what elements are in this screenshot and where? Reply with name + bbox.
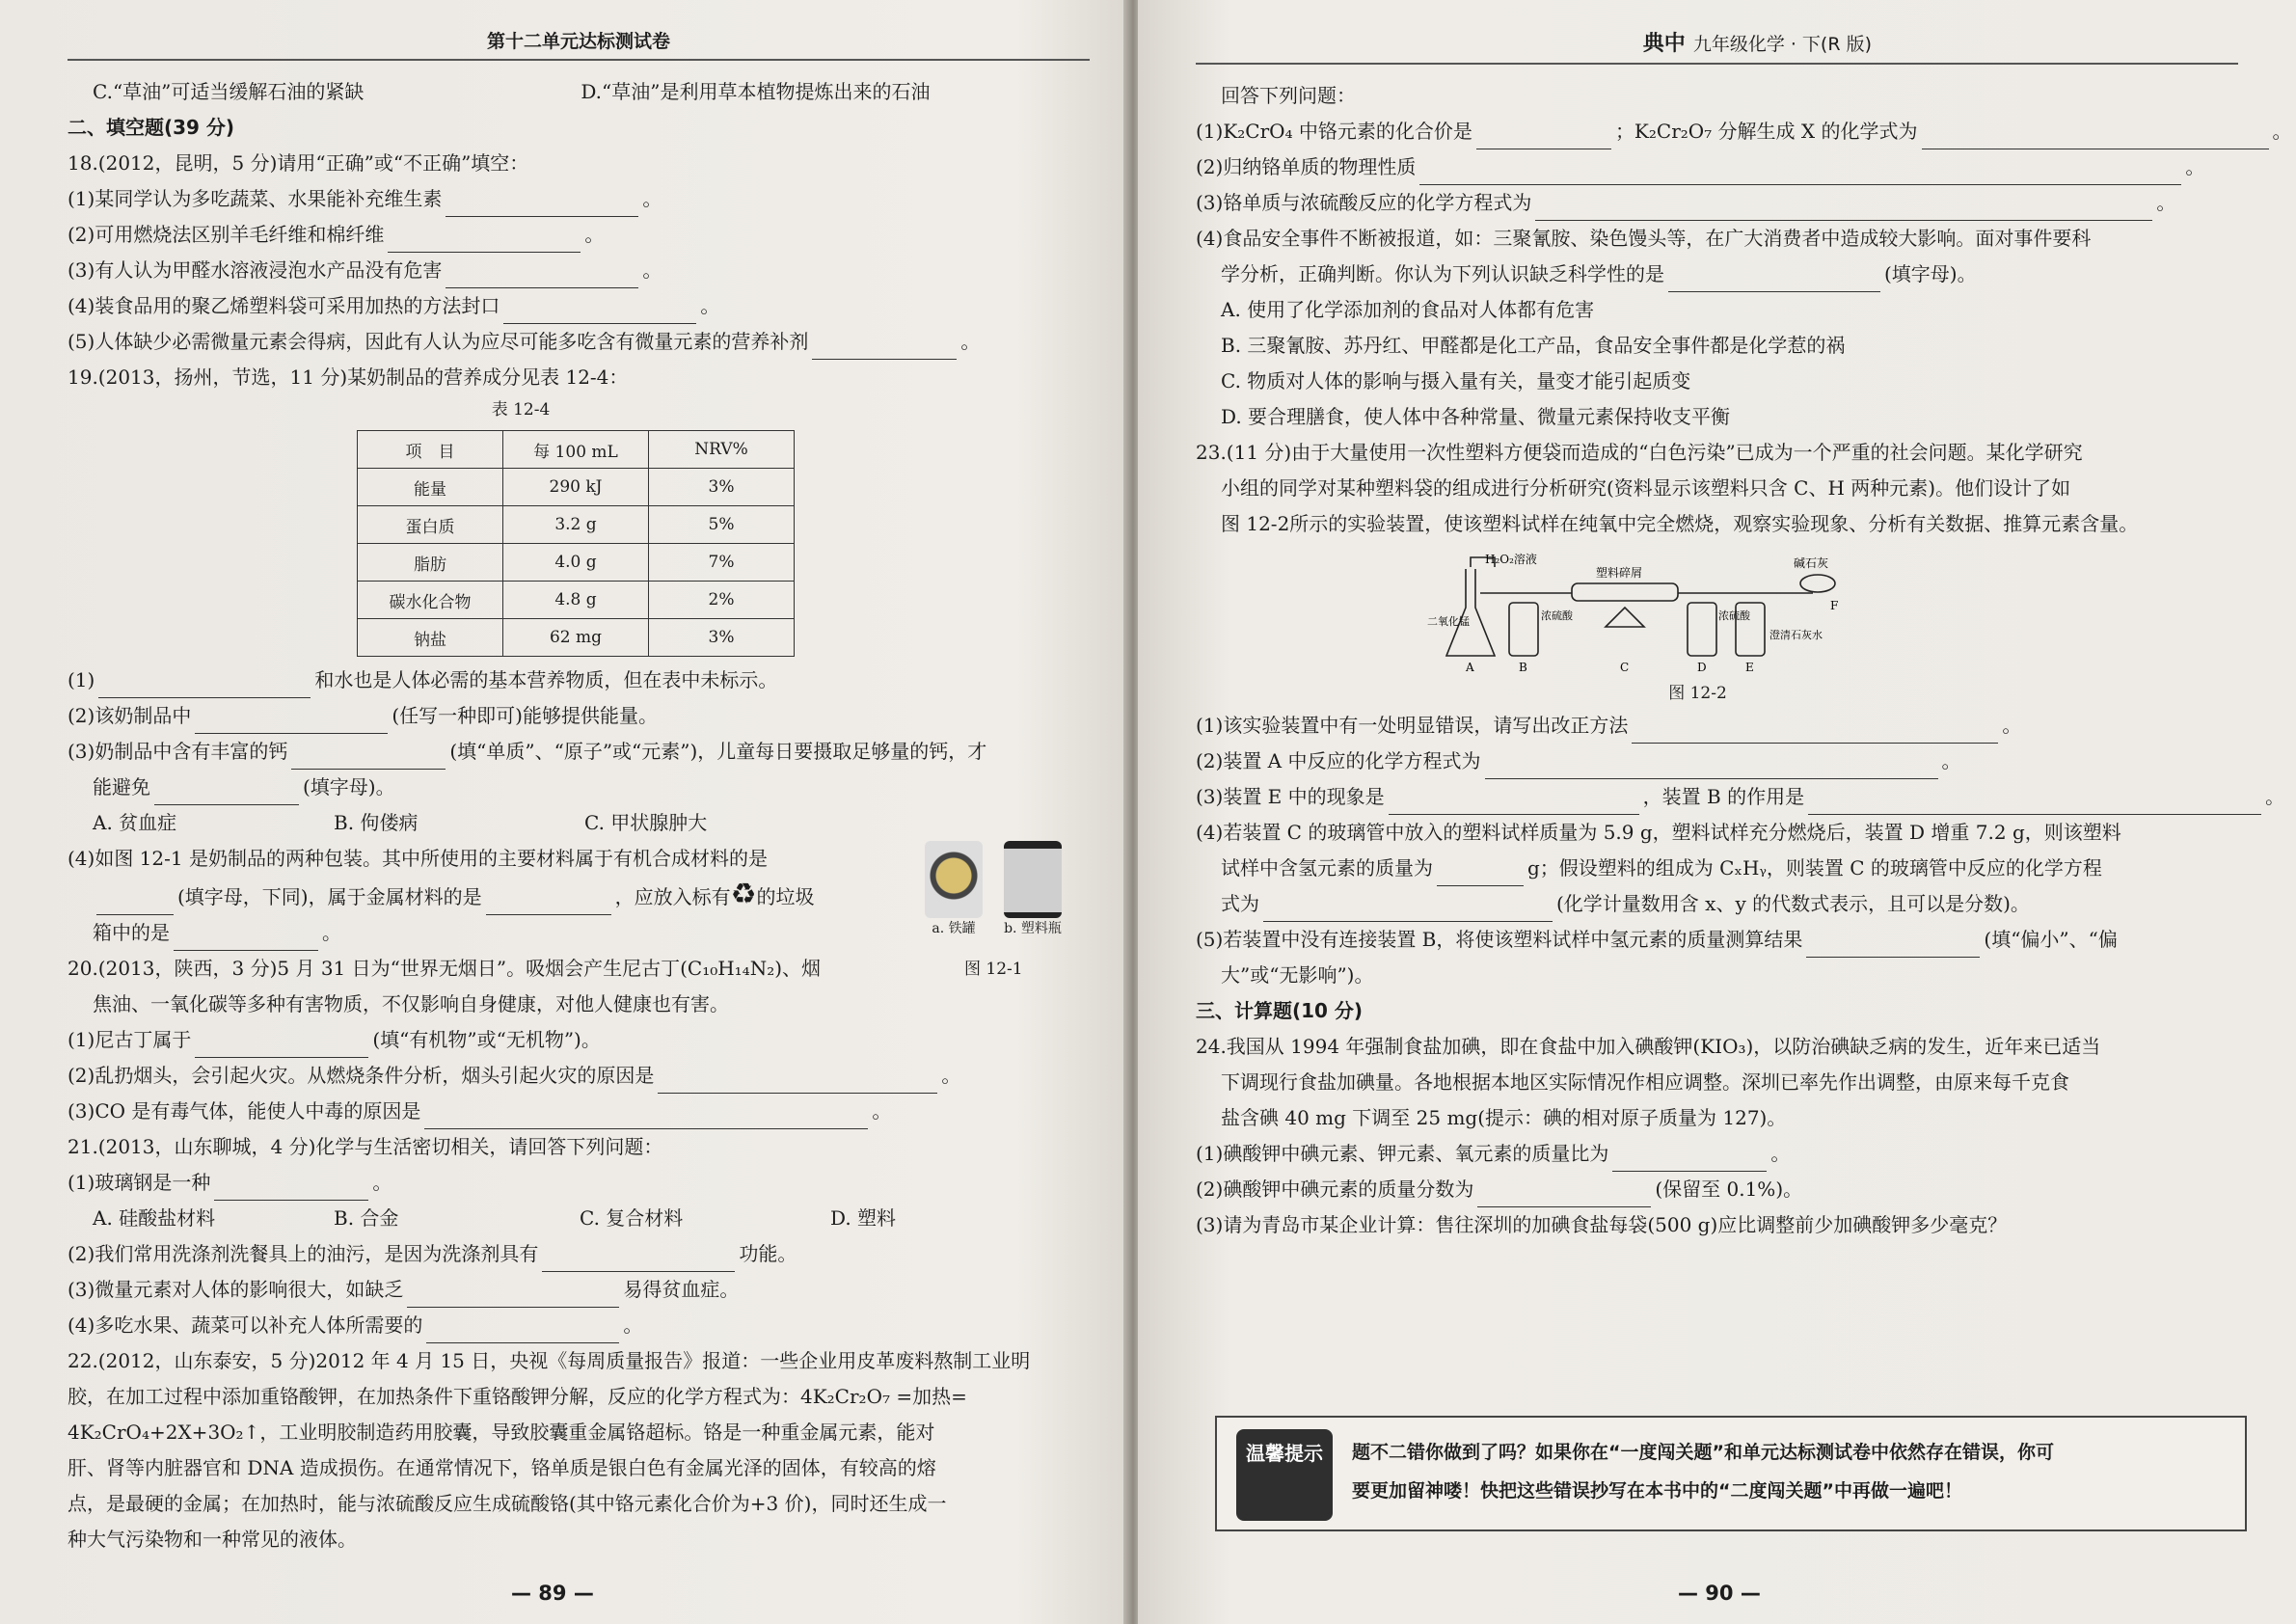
q20-stem: 20.(2013，陕西，3 分)5 月 31 日为“世界无烟日”。吸烟会产生尼古丁(C₁₀H₁₄N₂)、烟	[68, 957, 822, 980]
plastic-bottle-image	[1004, 841, 1062, 918]
q23-5-end: 大”或“无影响”)。	[1221, 963, 1374, 987]
q18-1: (1)某同学认为多吃蔬菜、水果能补充维生素 。	[68, 181, 1090, 217]
package-a-label: a. 铁罐	[932, 921, 976, 936]
label-e: E	[1745, 661, 1754, 674]
q22-3: (3)铬单质与浓硫酸反应的化学方程式为 。	[1196, 185, 2238, 221]
q19-1-text: 和水也是人体必需的基本营养物质，但在表中未标示。	[314, 668, 778, 691]
q22-4-cont	[1196, 257, 2238, 292]
package-b-label: b. 塑料瓶	[1004, 921, 1062, 936]
q21-2-text-b: 功能。	[739, 1242, 797, 1265]
q21-1: (1)玻璃钢是一种 。	[68, 1165, 1090, 1201]
q19-options	[68, 805, 1090, 841]
package-b	[1000, 841, 1066, 937]
answer-blank[interactable]	[1263, 900, 1553, 922]
q19-1-num: (1)	[68, 668, 95, 691]
table-cell: 碳水化合物	[358, 582, 503, 619]
answer-blank[interactable]	[424, 1107, 868, 1129]
table-header: 项 目	[358, 431, 503, 469]
table-header-row	[358, 431, 795, 469]
q19-4-text-b: (填字母，下同)，属于金属材料的是	[177, 885, 482, 908]
table-cell: 3.2 g	[503, 506, 649, 544]
q22-4-text-c: (填字母)。	[1884, 262, 1977, 285]
q24-2	[1196, 1172, 2238, 1207]
section-2-title: 二、填空题(39 分)	[68, 116, 235, 139]
q24-stem: 24.我国从 1994 年强制食盐加碘，即在食盐中加入碘酸钾(KIO₃)，以防治碘缺乏病的发生，近年来已适当	[1196, 1035, 2101, 1058]
q18-1-text: (1)某同学认为多吃蔬菜、水果能补充维生素	[68, 187, 443, 210]
q23-5-text-b: (填“偏小”、“偏	[1984, 928, 2118, 951]
q24-stem-3: 盐含碘 40 mg 下调至 25 mg(提示：碘的相对原子质量为 127)。	[1221, 1106, 1787, 1129]
option-d[interactable]: D. 塑料	[830, 1206, 897, 1230]
q20-3: (3)CO 是有毒气体，能使人中毒的原因是 。	[68, 1094, 1090, 1129]
answer-blank[interactable]	[195, 712, 388, 734]
table-cell: 脂肪	[358, 544, 503, 582]
q20-1	[68, 1022, 1090, 1058]
q22-stem-4: 肝、肾等内脏器官和 DNA 造成损伤。在通常情况下，铬单质是银白色有金属光泽的固体，有较高的熔	[68, 1456, 936, 1479]
q19-4-text-e: 箱中的是	[93, 921, 170, 944]
option-d[interactable]: D. 要合理膳食，使人体中各种常量、微量元素保持收支平衡	[1221, 405, 1731, 428]
answer-blank[interactable]	[214, 1178, 368, 1201]
q20-2-text: (2)乱扔烟头，会引起火灾。从燃烧条件分析，烟头引起火灾的原因是	[68, 1064, 655, 1087]
q21-4-text: (4)多吃水果、蔬菜可以补充人体所需要的	[68, 1313, 423, 1337]
answer-blank[interactable]	[1535, 199, 2152, 221]
q23-3: (3)装置 E 中的现象是 ，装置 B 的作用是 。	[1196, 779, 2238, 815]
package-a	[921, 841, 986, 937]
brand-logo: 典中	[1642, 32, 1686, 56]
q18-2-text: (2)可用燃烧法区别羊毛纤维和棉纤维	[68, 223, 385, 246]
q19-3	[68, 734, 1090, 770]
answer-blank[interactable]	[98, 676, 311, 698]
q23-4-cont	[1196, 851, 2238, 886]
figure-12-2-apparatus	[1427, 550, 1851, 675]
right-header	[1196, 27, 2238, 65]
q20-2: (2)乱扔烟头，会引起火灾。从燃烧条件分析，烟头引起火灾的原因是 。	[68, 1058, 1090, 1094]
left-page	[0, 0, 1128, 1624]
section-3-title: 三、计算题(10 分)	[1196, 999, 1364, 1022]
q23-stem-3: 图 12-2所示的实验装置，使该塑料试样在纯氧中完全燃烧，观察实验现象、分析有关数据、推算元素含量。	[1221, 512, 2139, 535]
answer-blank[interactable]	[291, 747, 446, 770]
q21-3	[68, 1272, 1090, 1308]
q24-1: (1)碘酸钾中碘元素、钾元素、氧元素的质量比为 。	[1196, 1136, 2238, 1172]
tin-can-image	[925, 841, 983, 918]
table-cell: 7%	[649, 544, 795, 582]
option-c[interactable]: C. 甲状腺肿大	[584, 811, 708, 834]
table-cell: 3%	[649, 619, 795, 657]
q23-3-text: (3)装置 E 中的现象是	[1196, 785, 1385, 808]
q18-4-text: (4)装食品用的聚乙烯塑料袋可采用加热的方法封口	[68, 294, 500, 317]
option-a[interactable]: A. 贫血症	[93, 811, 177, 834]
q17-option-c: C.“草油”可适当缓解石油的紧缺	[93, 80, 365, 103]
q22-2-text: (2)归纳铬单质的物理性质	[1196, 155, 1417, 178]
q24-1-text: (1)碘酸钾中碘元素、钾元素、氧元素的质量比为	[1196, 1142, 1609, 1165]
answer-blank[interactable]	[1477, 1185, 1651, 1207]
answer-blank[interactable]	[486, 893, 611, 915]
q23-2: (2)装置 A 中反应的化学方程式为 。	[1196, 744, 2238, 779]
q23-stem-2: 小组的同学对某种塑料袋的组成进行分析研究(资料显示该塑料只含 C、H 两种元素)。他们设计了如	[1221, 476, 2071, 500]
q22-1-text-b: ；K₂Cr₂O₇ 分解生成 X 的化学式为	[1614, 120, 1918, 143]
answer-blank[interactable]	[1668, 270, 1880, 292]
q19-2-text-b: (任写一种即可)能够提供能量。	[392, 704, 658, 727]
answer-blank[interactable]	[1485, 757, 1938, 779]
q19-3-text: (3)奶制品中含有丰富的钙	[68, 740, 288, 763]
q23-1: (1)该实验装置中有一处明显错误，请写出改正方法 。	[1196, 708, 2238, 744]
label-a: A	[1466, 661, 1474, 674]
table-cell: 290 kJ	[503, 469, 649, 506]
tip-badge: 温馨提示	[1236, 1429, 1333, 1521]
answer-blank[interactable]	[446, 266, 638, 288]
drying-tube-f	[1800, 575, 1835, 592]
q23-5	[1196, 922, 2238, 958]
q18-3-text: (3)有人认为甲醛水溶液浸泡水产品没有危害	[68, 258, 443, 282]
q23-4-text-c1: 式为	[1221, 892, 1259, 915]
answer-blank[interactable]	[195, 1036, 368, 1058]
table-cell: 钠盐	[358, 619, 503, 657]
right-page	[1138, 0, 2296, 1624]
answer-blank[interactable]	[1612, 1150, 1767, 1172]
q19-4: (4)如图 12-1 是奶制品的两种包装。其中所使用的主要材料属于有机合成材料的是	[68, 847, 768, 870]
q20-stem-cont: 焦油、一氧化碳等多种有害物质，不仅影响自身健康，对他人健康也有害。	[93, 992, 729, 1015]
answer-blank[interactable]	[1476, 127, 1611, 149]
table-cell: 能量	[358, 469, 503, 506]
q18-4: (4)装食品用的聚乙烯塑料袋可采用加热的方法封口 。	[68, 288, 1090, 324]
q18-2: (2)可用燃烧法区别羊毛纤维和棉纤维 。	[68, 217, 1090, 253]
option-b[interactable]: B. 三聚氰胺、苏丹红、甲醛都是化工产品，食品安全事件都是化学惹的祸	[1221, 334, 1846, 357]
q19-3-text-b: (填“单质”、“原子”或“元素”)，儿童每日要摄取足够量的钙，才	[449, 740, 987, 763]
q24-stem-2: 下调现行食盐加碘量。各地根据本地区实际情况作相应调整。深圳已率先作出调整，由原来每千克食	[1221, 1070, 2069, 1094]
q23-4-text-b1: 试样中含氢元素的质量为	[1221, 856, 1433, 880]
answer-blank[interactable]	[1419, 163, 2181, 185]
option-a[interactable]: A. 硅酸盐材料	[93, 1206, 216, 1230]
figure-12-2-caption: 图 12-2	[1668, 684, 1727, 703]
q24-2-text-b: (保留至 0.1%)。	[1655, 1177, 1803, 1201]
answer-blank[interactable]	[426, 1321, 619, 1343]
table-caption: 表 12-4	[491, 400, 551, 420]
q21-2	[68, 1236, 1090, 1272]
page-number-left: — 89 —	[511, 1582, 594, 1605]
label-h2o2: H₂O₂溶液	[1485, 553, 1537, 566]
q23-3-text-b: ，装置 B 的作用是	[1642, 785, 1805, 808]
figure-12-1	[921, 841, 1066, 937]
q19-1	[68, 663, 1090, 698]
label-conc1: 浓硫酸	[1541, 609, 1573, 622]
table-cell: 3%	[649, 469, 795, 506]
r-intro: 回答下列问题：	[1221, 84, 1356, 107]
answer-blank[interactable]	[542, 1250, 735, 1272]
q22-stem-3: 4K₂CrO₄+2X+3O₂↑，工业明胶制造药用胶囊，导致胶囊重金属铬超标。铬是一种重金属元素，能对	[68, 1421, 935, 1444]
answer-blank[interactable]	[1632, 721, 1998, 744]
q22-1: (1)K₂CrO₄ 中铬元素的化合价是 ；K₂Cr₂O₇ 分解生成 X 的化学式为 。	[1196, 114, 2238, 149]
answer-blank[interactable]	[446, 195, 638, 217]
q21-2-text: (2)我们常用洗涤剂洗餐具上的油污，是因为洗涤剂具有	[68, 1242, 539, 1265]
label-f: F	[1830, 599, 1839, 612]
q22-1-text: (1)K₂CrO₄ 中铬元素的化合价是	[1196, 120, 1472, 143]
q19-4-text-d: 的垃圾	[756, 885, 815, 908]
q19-2	[68, 698, 1090, 734]
page-number-right: — 90 —	[1678, 1582, 1761, 1605]
option-a[interactable]: A. 使用了化学添加剂的食品对人体都有危害	[1221, 298, 1595, 321]
table-header: NRV%	[649, 431, 795, 469]
q22-3-text: (3)铬单质与浓硫酸反应的化学方程式为	[1196, 191, 1532, 214]
label-mno2: 二氧化锰	[1427, 615, 1470, 628]
table-row	[358, 506, 795, 544]
q22-2: (2)归纳铬单质的物理性质 。	[1196, 149, 2238, 185]
q23-4-text-b2: g；假设塑料的组成为 CₓHᵧ，则装置 C 的玻璃管中反应的化学方程	[1527, 856, 2102, 880]
option-c[interactable]: C. 复合材料	[580, 1206, 684, 1230]
table-row	[358, 469, 795, 506]
q23-5-text: (5)若装置中没有连接装置 B，将使该塑料试样中氢元素的质量测算结果	[1196, 928, 1803, 951]
q22-stem-6: 种大气污染物和一种常见的液体。	[68, 1528, 357, 1551]
q23-4: (4)若装置 C 的玻璃管中放入的塑料试样质量为 5.9 g，塑料试样充分燃烧后，装置 D 增重 7.2 g，则该塑料	[1196, 821, 2121, 844]
tip-text-2: 要更加留神喽！快把这些错误抄写在本书中的“二度闯关题”中再做一遍吧！	[1352, 1480, 1962, 1502]
answer-blank[interactable]	[1437, 864, 1524, 886]
tip-text-1: 题不二错你做到了吗？如果你在“一度闯关题”和单元达标测试卷中依然存在错误，你可	[1352, 1442, 2054, 1463]
table-cell: 5%	[649, 506, 795, 544]
q23-4-text-c2: (化学计量数用含 x、y 的代数式表示，且可以是分数)。	[1556, 892, 2030, 915]
left-header: 第十二单元达标测试卷	[68, 27, 1090, 61]
answer-blank[interactable]	[388, 230, 581, 253]
answer-blank[interactable]	[407, 1286, 619, 1308]
flask-a	[1446, 569, 1495, 656]
q18-stem: 18.(2012，昆明，5 分)请用“正确”或“不正确”填空：	[68, 151, 529, 175]
label-sample: 塑料碎屑	[1596, 566, 1643, 580]
q22-4-text-b: 学分析，正确判断。你认为下列认识缺乏科学性的是	[1221, 262, 1664, 285]
answer-blank[interactable]	[1808, 793, 2261, 815]
q20-1-text: (1)尼古丁属于	[68, 1028, 192, 1051]
table-cell: 62 mg	[503, 619, 649, 657]
label-c: C	[1620, 661, 1630, 674]
bottle-d	[1688, 603, 1716, 656]
q19-4-end: 箱中的是 。	[68, 915, 1090, 951]
answer-blank[interactable]	[812, 338, 957, 360]
label-b: B	[1519, 661, 1527, 674]
label-conc2: 浓硫酸	[1718, 609, 1750, 622]
q23-stem: 23.(11 分)由于大量使用一次性塑料方便袋而造成的“白色污染”已成为一个严重的社会问题。某化学研究	[1196, 441, 2083, 464]
q22-stem: 22.(2012，山东泰安，5 分)2012 年 4 月 15 日，央视《每周质量报告》报道：一些企业用皮革废料熬制工业明	[68, 1349, 1031, 1372]
label-sodalime: 碱石灰	[1794, 556, 1829, 570]
option-c[interactable]: C. 物质对人体的影响与摄入量有关，量变才能引起质变	[1221, 369, 1691, 392]
q19-2-text: (2)该奶制品中	[68, 704, 192, 727]
q19-3-text-d: (填字母)。	[303, 775, 395, 798]
q21-1-text: (1)玻璃钢是一种	[68, 1171, 211, 1194]
q24-2-text: (2)碘酸钾中碘元素的质量分数为	[1196, 1177, 1474, 1201]
bottle-b	[1509, 603, 1538, 656]
q19-stem: 19.(2013，扬州，节选，11 分)某奶制品的营养成分见表 12-4：	[68, 365, 629, 389]
q21-stem: 21.(2013，山东聊城，4 分)化学与生活密切相关，请回答下列问题：	[68, 1135, 663, 1158]
label-d: D	[1697, 661, 1707, 674]
q21-3-text-b: 易得贫血症。	[623, 1278, 740, 1301]
answer-blank[interactable]	[1806, 935, 1980, 958]
q23-4-end	[1196, 886, 2238, 922]
q22-stem-2: 胶，在加工过程中添加重铬酸钾，在加热条件下重铬酸钾分解，反应的化学方程式为：4K₂Cr₂O₇ =加热=	[68, 1385, 967, 1408]
q21-options	[68, 1201, 1090, 1236]
q20-1-text-b: (填“有机物”或“无机物”)。	[372, 1028, 601, 1051]
option-b[interactable]: B. 合金	[334, 1206, 399, 1230]
table-cell: 4.0 g	[503, 544, 649, 582]
answer-blank[interactable]	[96, 893, 174, 915]
label-limewater: 澄清石灰水	[1769, 629, 1823, 641]
tube-c	[1572, 583, 1678, 601]
q18-3: (3)有人认为甲醛水溶液浸泡水产品没有危害 。	[68, 253, 1090, 288]
table-cell: 蛋白质	[358, 506, 503, 544]
table-row	[358, 619, 795, 657]
q17-option-d: D.“草油”是利用草本植物提炼出来的石油	[581, 80, 931, 103]
q19-3-text-c: 能避免	[93, 775, 150, 798]
option-b[interactable]: B. 佝偻病	[334, 811, 419, 834]
recycle-icon: ♻	[730, 878, 757, 911]
table-header: 每 100 mL	[503, 431, 649, 469]
q23-2-text: (2)装置 A 中反应的化学方程式为	[1196, 749, 1481, 772]
table-row	[358, 582, 795, 619]
q21-3-text: (3)微量元素对人体的影响很大，如缺乏	[68, 1278, 404, 1301]
q22-4: (4)食品安全事件不断被报道，如：三聚氰胺、染色馒头等，在广大消费者中造成较大影响。面对事件要科	[1196, 227, 2092, 250]
answer-blank[interactable]	[154, 783, 299, 805]
answer-blank[interactable]	[1389, 793, 1639, 815]
q18-5-text: (5)人体缺少必需微量元素会得病，因此有人认为应尽可能多吃含有微量元素的营养补剂	[68, 330, 809, 353]
nutrition-table	[357, 430, 795, 657]
q22-stem-5: 点，是最硬的金属；在加热时，能与浓硫酸反应生成硫酸铬(其中铬元素化合价为+3 价)，同时还生成一	[68, 1492, 947, 1515]
q19-3-cont	[68, 770, 1090, 805]
table-cell: 2%	[649, 582, 795, 619]
answer-blank[interactable]	[503, 302, 696, 324]
q24-3: (3)请为青岛市某企业计算：售往深圳的加碘食盐每袋(500 g)应比调整前少加碘酸钾多少毫克？	[1196, 1213, 2008, 1236]
q20-3-text: (3)CO 是有毒气体，能使人中毒的原因是	[68, 1099, 421, 1123]
q23-1-text: (1)该实验装置中有一处明显错误，请写出改正方法	[1196, 714, 1629, 737]
answer-blank[interactable]	[1922, 127, 2269, 149]
right-header-title: 九年级化学 · 下(R 版)	[1692, 34, 1872, 55]
answer-blank[interactable]	[658, 1071, 937, 1094]
q19-4-text-c: ，应放入标有	[614, 885, 731, 908]
q21-4: (4)多吃水果、蔬菜可以补充人体所需要的 。	[68, 1308, 1090, 1343]
q18-5: (5)人体缺少必需微量元素会得病，因此有人认为应尽可能多吃含有微量元素的营养补剂 。	[68, 324, 1090, 360]
burner	[1606, 608, 1644, 627]
table-cell: 4.8 g	[503, 582, 649, 619]
figure-12-1-caption: 图 12-1	[964, 960, 1023, 979]
tip-box	[1215, 1416, 2247, 1531]
answer-blank[interactable]	[174, 929, 318, 951]
q17-options	[68, 74, 1090, 110]
table-row	[358, 544, 795, 582]
